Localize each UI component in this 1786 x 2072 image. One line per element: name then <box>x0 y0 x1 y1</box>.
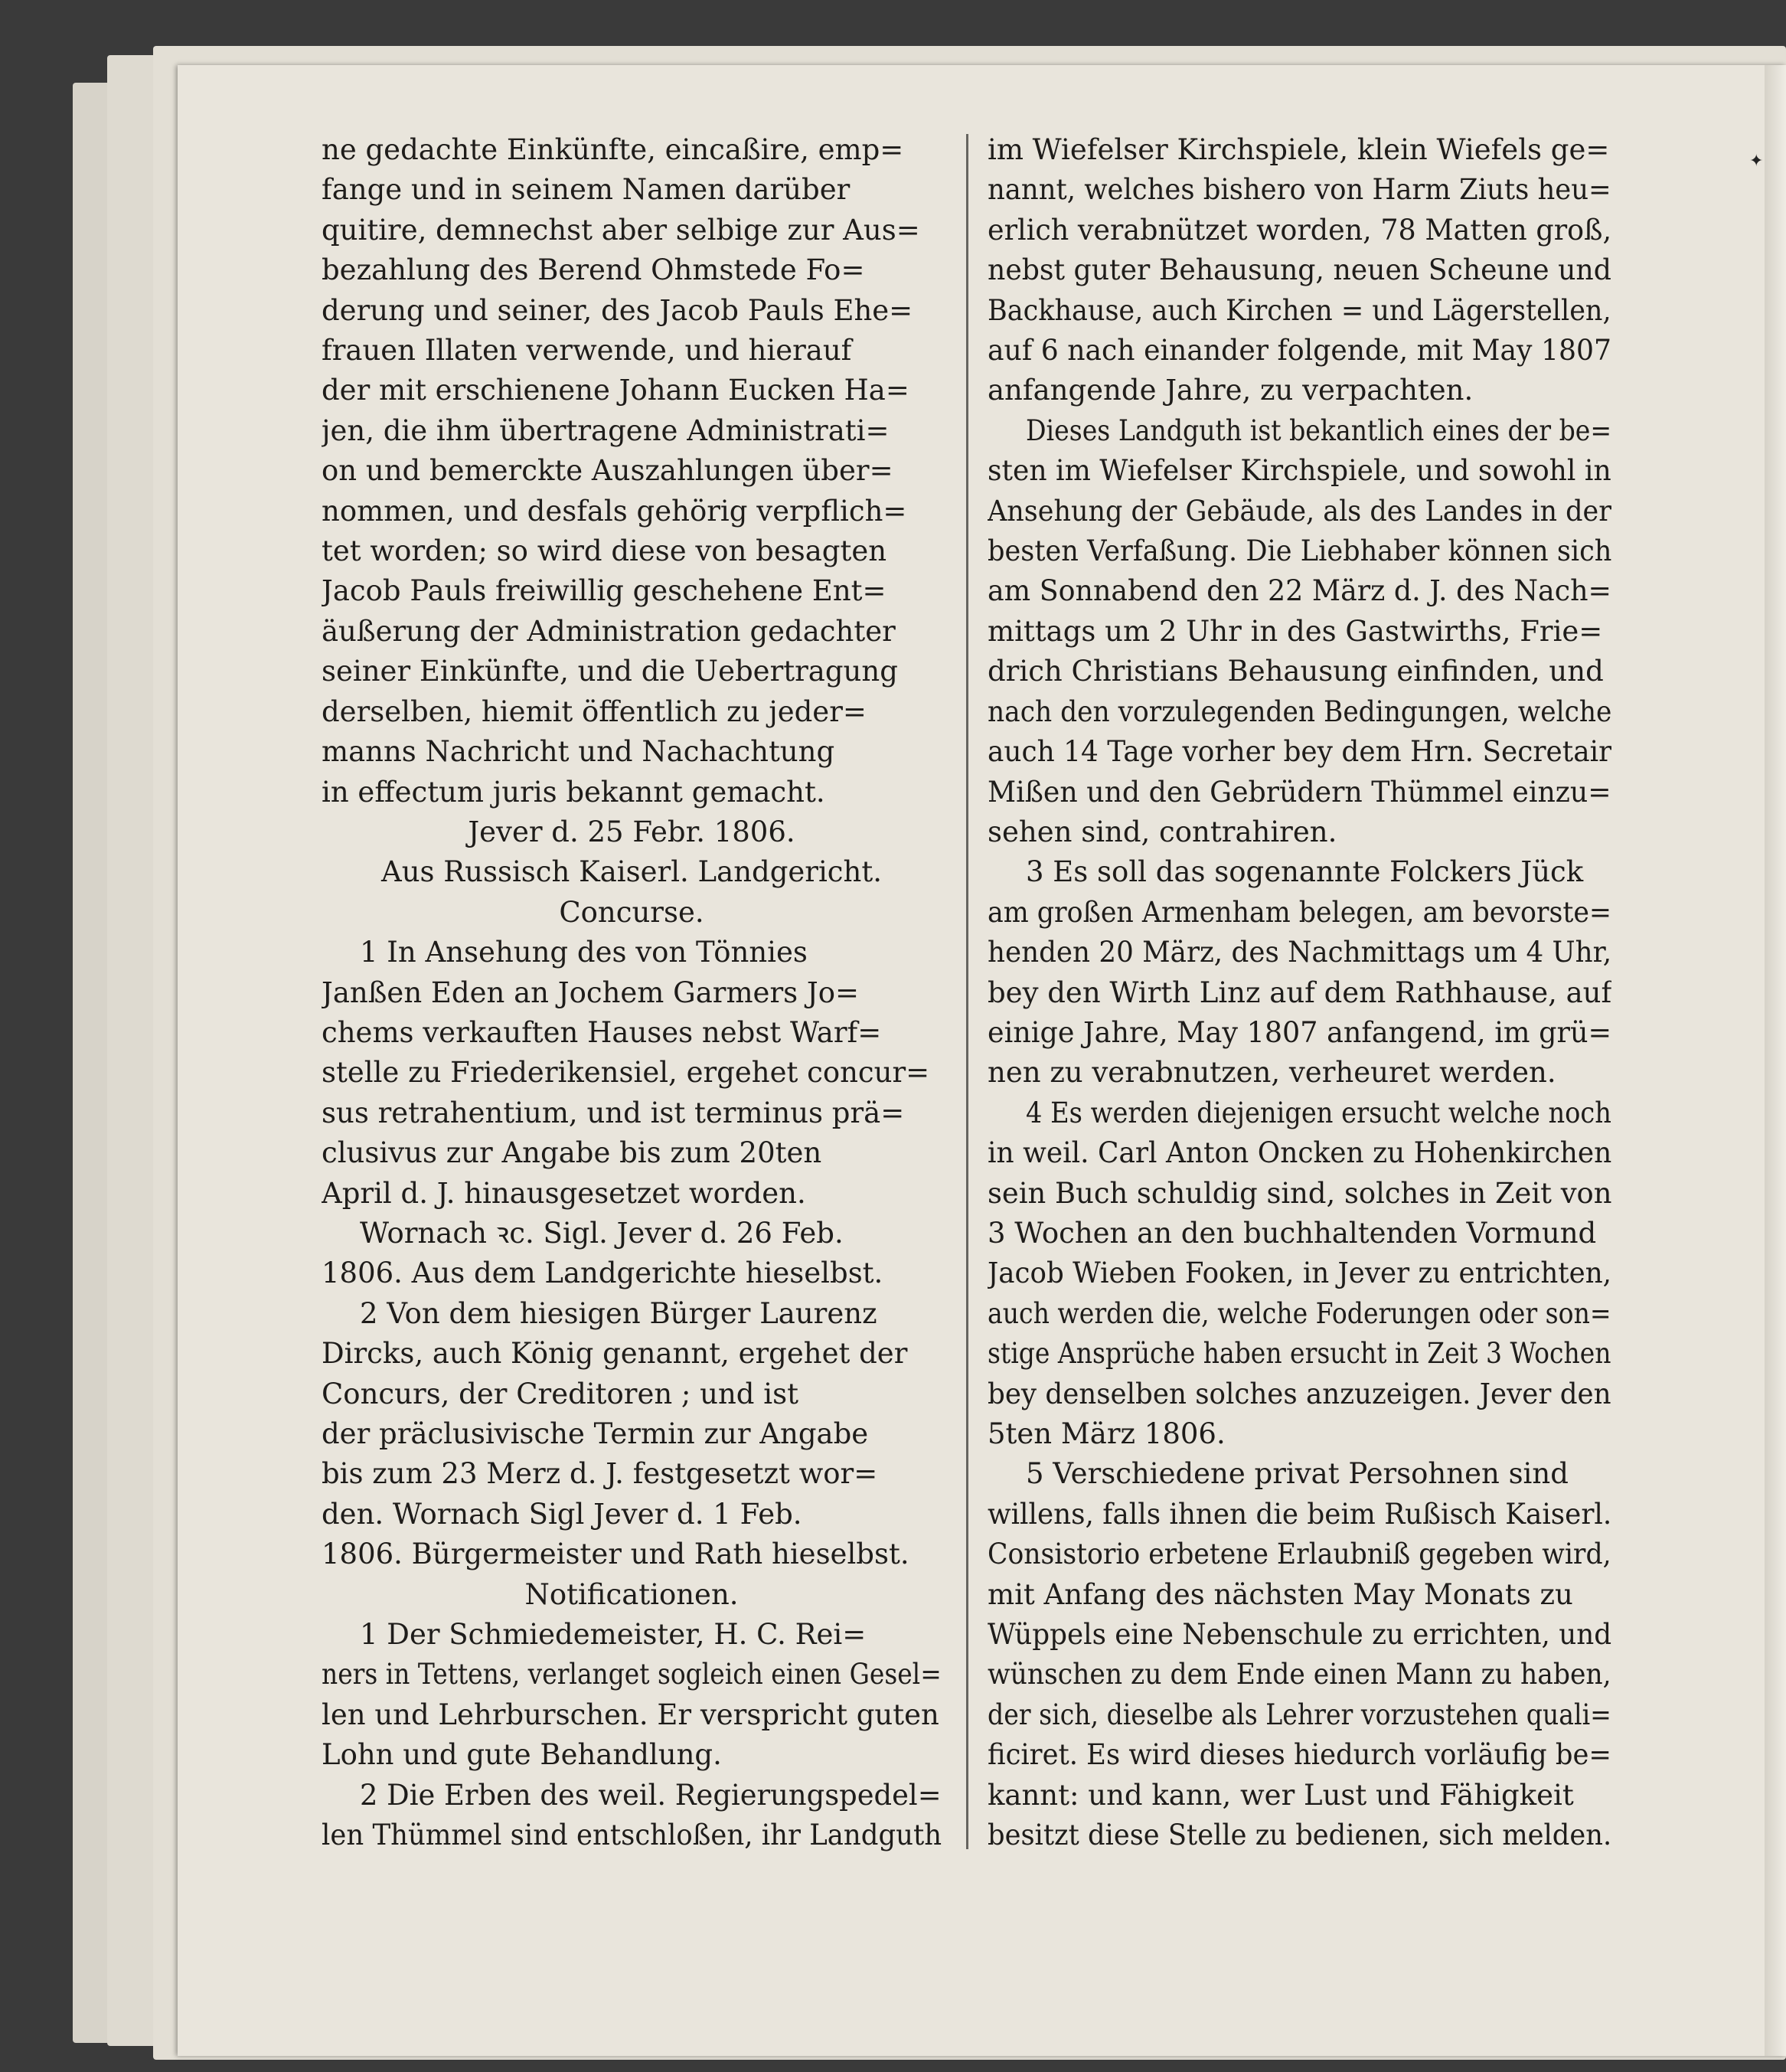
text-line: auch werden die, welche Foderungen oder son= <box>988 1296 1611 1330</box>
text-line: anfangende Jahre, zu verpachten. <box>988 374 1474 407</box>
text-line: on und bemerckte Auszahlungen über= <box>322 454 893 488</box>
text-line: 3 Wochen an den buchhaltenden Vormund <box>988 1216 1597 1250</box>
text-line: kannt: und kann, wer Lust und Fähigkeit <box>988 1778 1574 1812</box>
text-line: Jacob Wieben Fooken, in Jever zu entrichten, <box>988 1257 1611 1290</box>
text-line: frauen Illaten verwende, und hierauf <box>322 334 852 368</box>
text-line: stige Ansprüche haben ersucht in Zeit 3 Wochen <box>988 1337 1611 1371</box>
text-line: willens, falls ihnen die beim Rußisch Kaiserl. <box>988 1497 1611 1531</box>
text-line: nen zu verabnutzen, verheuret werden. <box>988 1056 1556 1090</box>
text-line: erlich verabnützet worden, 78 Matten groß, <box>988 213 1611 247</box>
text-line: den. Wornach Sigl Jever d. 1 Feb. <box>322 1497 802 1531</box>
text-line: im Wiefelser Kirchspiele, klein Wiefels ge= <box>988 133 1610 166</box>
text-line: Dircks, auch König genannt, ergehet der <box>322 1337 908 1371</box>
text-line: Lohn und gute Behandlung. <box>322 1738 722 1772</box>
text-line: sehen sind, contrahiren. <box>988 815 1337 848</box>
text-line: Consistorio erbetene Erlaubniß gegeben wird, <box>988 1538 1611 1571</box>
text-line: der mit erschienene Johann Eucken Ha= <box>322 374 909 407</box>
text-line: Concurse. <box>559 895 704 929</box>
text-line: len und Lehrburschen. Er verspricht guten <box>322 1698 939 1731</box>
text-line: der präclusivische Termin zur Angabe <box>322 1417 869 1450</box>
text-line: drich Christians Behausung einfinden, und <box>988 655 1604 688</box>
text-line: auf 6 nach einander folgende, mit May 1807 <box>988 334 1611 368</box>
text-line: Janßen Eden an Jochem Garmers Jo= <box>322 976 859 1009</box>
text-line: manns Nachricht und Nachachtung <box>322 735 835 769</box>
text-line: 5 Verschiedene privat Persohnen sind <box>1026 1457 1569 1491</box>
text-line: jen, die ihm übertragene Administrati= <box>322 413 890 447</box>
text-line: Jacob Pauls freiwillig geschehene Ent= <box>322 574 886 608</box>
text-line: fange und in seinem Namen darüber <box>322 173 851 207</box>
text-line: Concurs, der Creditoren ; und ist <box>322 1377 798 1410</box>
text-line: mittags um 2 Uhr in des Gastwirths, Frie= <box>988 614 1603 648</box>
text-line: Aus Russisch Kaiserl. Landgericht. <box>381 855 882 889</box>
text-line: äußerung der Administration gedachter <box>322 614 896 648</box>
left-text-column <box>322 130 942 1855</box>
text-line: Ansehung der Gebäude, als des Landes in der <box>988 494 1611 528</box>
text-line: 1806. Aus dem Landgerichte hieselbst. <box>322 1257 883 1290</box>
text-line: 5ten März 1806. <box>988 1417 1226 1450</box>
text-line: ners in Tettens, verlanget sogleich einen Gesel= <box>322 1658 942 1691</box>
column-divider-rule <box>966 134 968 1849</box>
text-line: am Sonnabend den 22 März d. J. des Nach= <box>988 574 1611 608</box>
text-line: len Thümmel sind entschloßen, ihr Landguth <box>322 1819 942 1852</box>
text-line: seiner Einkünfte, und die Uebertragung <box>322 655 898 688</box>
text-line: sus retrahentium, und ist terminus prä= <box>322 1096 905 1129</box>
text-line: der sich, dieselbe als Lehrer vorzustehen quali= <box>988 1698 1611 1731</box>
text-line: in effectum juris bekannt gemacht. <box>322 775 825 809</box>
text-line: 2 Von dem hiesigen Bürger Laurenz <box>360 1296 877 1330</box>
text-line: nommen, und desfals gehörig verpflich= <box>322 494 907 528</box>
text-line: Notificationen. <box>524 1577 739 1611</box>
text-line: einige Jahre, May 1807 anfangend, im grü= <box>988 1015 1611 1049</box>
text-line: bis zum 23 Merz d. J. festgesetzt wor= <box>322 1457 878 1491</box>
text-line: in weil. Carl Anton Oncken zu Hohenkirchen <box>988 1136 1611 1170</box>
text-line: Wüppels eine Nebenschule zu errichten, und <box>988 1618 1611 1652</box>
text-line: Backhause, auch Kirchen = und Lägerstellen, <box>988 293 1611 327</box>
text-line: besitzt diese Stelle zu bedienen, sich melden. <box>988 1819 1611 1852</box>
text-line: April d. J. hinausgesetzet worden. <box>322 1176 806 1210</box>
text-line: bey denselben solches anzuzeigen. Jever den <box>988 1377 1611 1410</box>
text-line: Jever d. 25 Febr. 1806. <box>468 815 795 848</box>
text-line: bey den Wirth Linz auf dem Rathhause, auf <box>988 976 1611 1009</box>
text-line: bezahlung des Berend Ohmstede Fo= <box>322 253 865 287</box>
text-line: nebst guter Behausung, neuen Scheune und <box>988 253 1611 287</box>
text-line: 4 Es werden diejenigen ersucht welche noch <box>1026 1096 1611 1129</box>
text-line: Wornach ꝛc. Sigl. Jever d. 26 Feb. <box>360 1216 844 1250</box>
text-line: ficiret. Es wird dieses hiedurch vorläufig be= <box>988 1738 1611 1772</box>
text-line: quitire, demnechst aber selbige zur Aus= <box>322 213 920 247</box>
text-line: 1806. Bürgermeister und Rath hieselbst. <box>322 1538 909 1571</box>
text-line: 1 In Ansehung des von Tönnies <box>360 936 808 969</box>
text-line: besten Verfaßung. Die Liebhaber können sich <box>988 534 1611 568</box>
text-line: ne gedachte Einkünfte, eincaßire, emp= <box>322 133 904 166</box>
right-text-column <box>988 130 1611 1855</box>
text-line: nannt, welches bishero von Harm Ziuts heu= <box>988 173 1611 207</box>
text-line: nach den vorzulegenden Bedingungen, welche <box>988 694 1611 728</box>
text-line: stelle zu Friederikensiel, ergehet concur= <box>322 1056 930 1090</box>
text-line: Dieses Landguth ist bekantlich eines der be= <box>1026 413 1611 447</box>
page-edge <box>1765 65 1786 2056</box>
text-line: wünschen zu dem Ende einen Mann zu haben, <box>988 1658 1611 1691</box>
text-line: sten im Wiefelser Kirchspiele, und sowohl in <box>988 454 1611 488</box>
text-line: am großen Armenham belegen, am bevorste= <box>988 895 1611 929</box>
binding-hole-mark: ✦ <box>1749 152 1764 171</box>
text-line: 2 Die Erben des weil. Regierungspedel= <box>360 1778 942 1812</box>
text-line: derselben, hiemit öffentlich zu jeder= <box>322 694 867 728</box>
text-line: sein Buch schuldig sind, solches in Zeit von <box>988 1176 1611 1210</box>
text-line: chems verkauften Hauses nebst Warf= <box>322 1015 882 1049</box>
text-line: auch 14 Tage vorher bey dem Hrn. Secretair <box>988 735 1611 769</box>
text-line: 1 Der Schmiedemeister, H. C. Rei= <box>360 1618 867 1652</box>
text-line: 3 Es soll das sogenannte Folckers Jück <box>1026 855 1584 889</box>
text-line: henden 20 März, des Nachmittags um 4 Uhr, <box>988 936 1611 969</box>
text-line: Mißen und den Gebrüdern Thümmel einzu= <box>988 775 1611 809</box>
text-line: mit Anfang des nächsten May Monats zu <box>988 1577 1573 1611</box>
text-line: clusivus zur Angabe bis zum 20ten <box>322 1136 822 1170</box>
text-line: tet worden; so wird diese von besagten <box>322 534 887 568</box>
text-line: derung und seiner, des Jacob Pauls Ehe= <box>322 293 913 327</box>
